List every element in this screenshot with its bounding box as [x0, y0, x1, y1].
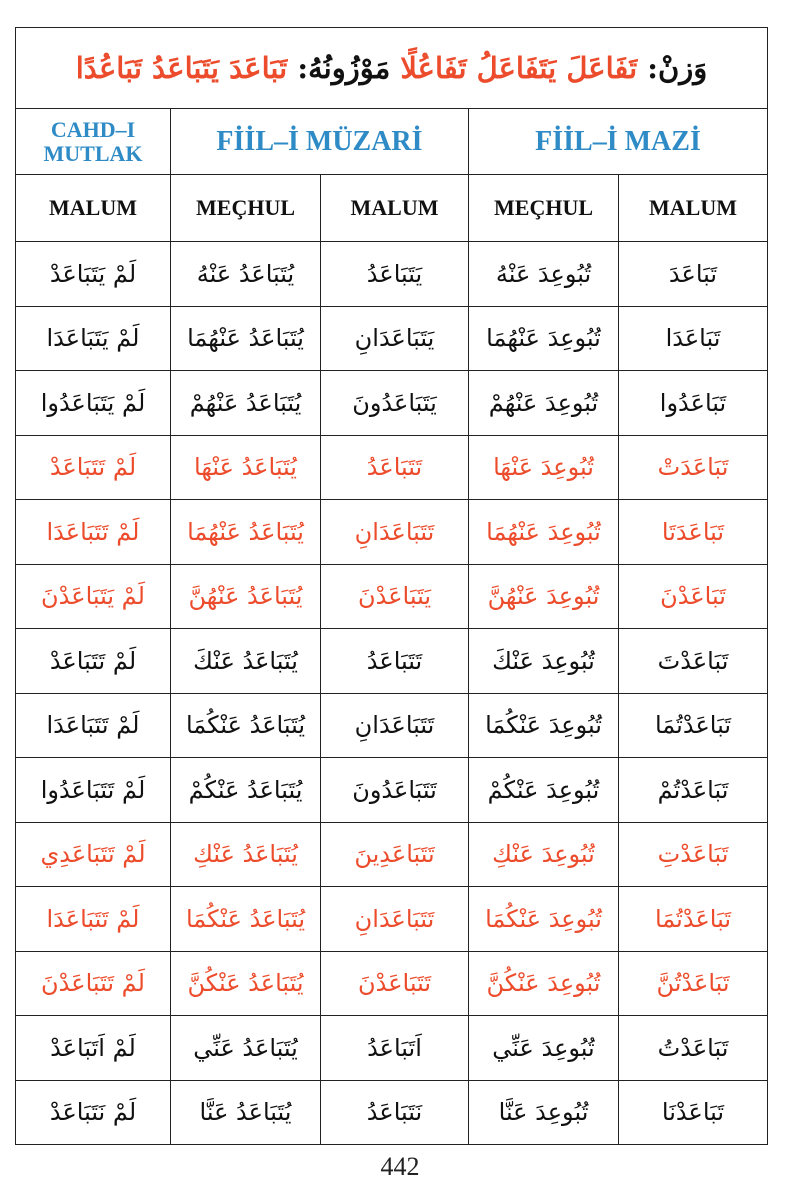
table-row	[16, 242, 768, 307]
table-cell-mazi-malum: تَبَاعَدْتُمْ	[619, 758, 768, 823]
table-cell-muz-mechul: يُتَبَاعَدُ عَنْكُمْ	[171, 758, 321, 823]
muzari-mechul-header: MEÇHUL	[171, 175, 321, 242]
table-cell-cahd: لَمْ نَتَبَاعَدْ	[16, 1080, 171, 1145]
table-cell-muz-malum: اَتَبَاعَدُ	[321, 1016, 469, 1081]
table-cell-mazi-malum: تَبَاعَدْتُمَا	[619, 693, 768, 758]
table-row	[16, 629, 768, 694]
title-cell	[16, 28, 768, 109]
table-cell-muz-malum: يَتَبَاعَدُونَ	[321, 371, 469, 436]
table-cell-muz-malum: يَتَبَاعَدْنَ	[321, 564, 469, 629]
table-cell-mazi-mechul: تُبُوعِدَ عَنْهَا	[469, 435, 619, 500]
table-cell-muz-malum: نَتَبَاعَدُ	[321, 1080, 469, 1145]
table-cell-muz-malum: تَتَبَاعَدَانِ	[321, 887, 469, 952]
table-cell-mazi-malum: تَبَاعَدْتُنَّ	[619, 951, 768, 1016]
table-cell-muz-mechul: يُتَبَاعَدُ عَنْكُنَّ	[171, 951, 321, 1016]
table-cell-muz-mechul: يُتَبَاعَدُ عَنْهُمْ	[171, 371, 321, 436]
table-cell-muz-mechul: يُتَبَاعَدُ عَنِّي	[171, 1016, 321, 1081]
table-cell-muz-mechul: يُتَبَاعَدُ عَنَّا	[171, 1080, 321, 1145]
table-cell-cahd: لَمْ تَتَبَاعَدْنَ	[16, 951, 171, 1016]
table-cell-muz-mechul: يُتَبَاعَدُ عَنْكُمَا	[171, 693, 321, 758]
table-cell-mazi-mechul: تُبُوعِدَ عَنْكُمَا	[469, 887, 619, 952]
page-number: 442	[380, 1152, 420, 1181]
group-header-row	[16, 109, 768, 175]
table-cell-cahd: لَمْ يَتَبَاعَدْ	[16, 242, 171, 307]
table-cell-muz-mechul: يُتَبَاعَدُ عَنْهُنَّ	[171, 564, 321, 629]
group-muzari-header: FİİL–İ MÜZARİ	[171, 109, 469, 175]
table-row	[16, 1016, 768, 1081]
table-cell-cahd: لَمْ تَتَبَاعَدَا	[16, 887, 171, 952]
title-row	[16, 28, 768, 109]
table-cell-muz-mechul: يُتَبَاعَدُ عَنْهَا	[171, 435, 321, 500]
table-cell-muz-mechul: يُتَبَاعَدُ عَنْهُمَا	[171, 500, 321, 565]
mazi-malum-header: MALUM	[619, 175, 768, 242]
table-cell-cahd: لَمْ تَتَبَاعَدْ	[16, 435, 171, 500]
table-cell-mazi-malum: تَبَاعَدْتَ	[619, 629, 768, 694]
table-row	[16, 758, 768, 823]
table-cell-cahd: لَمْ يَتَبَاعَدُوا	[16, 371, 171, 436]
title-mawzun-label: مَوْزُونُهُ:	[297, 51, 391, 85]
table-cell-muz-malum: تَتَبَاعَدَانِ	[321, 500, 469, 565]
table-cell-mazi-malum: تَبَاعَدْتِ	[619, 822, 768, 887]
table-cell-muz-malum: تَتَبَاعَدُ	[321, 629, 469, 694]
table-cell-muz-mechul: يُتَبَاعَدُ عَنْكُمَا	[171, 887, 321, 952]
table-cell-cahd: لَمْ تَتَبَاعَدَا	[16, 693, 171, 758]
conjugation-table	[15, 27, 768, 1145]
table-row	[16, 822, 768, 887]
conjugation-rows	[16, 242, 768, 1145]
table-cell-mazi-malum: تَبَاعَدْنَ	[619, 564, 768, 629]
table-row	[16, 693, 768, 758]
table-cell-mazi-malum: تَبَاعَدَتَا	[619, 500, 768, 565]
table-cell-cahd: لَمْ يَتَبَاعَدْنَ	[16, 564, 171, 629]
table-cell-muz-malum: يَتَبَاعَدَانِ	[321, 306, 469, 371]
table-cell-muz-malum: يَتَبَاعَدُ	[321, 242, 469, 307]
table-cell-muz-mechul: يُتَبَاعَدُ عَنْكِ	[171, 822, 321, 887]
table-cell-mazi-malum: تَبَاعَدَتْ	[619, 435, 768, 500]
table-cell-muz-mechul: يُتَبَاعَدُ عَنْهُمَا	[171, 306, 321, 371]
table-cell-muz-malum: تَتَبَاعَدَانِ	[321, 693, 469, 758]
table-cell-mazi-mechul: تُبُوعِدَ عَنْكِ	[469, 822, 619, 887]
table-cell-mazi-malum: تَبَاعَدْنَا	[619, 1080, 768, 1145]
title-wazn-pattern: تَفَاعَلَ يَتَفَاعَلُ تَفَاعُلًا	[400, 51, 638, 85]
table-row	[16, 500, 768, 565]
table-cell-mazi-malum: تَبَاعَدَ	[619, 242, 768, 307]
table-cell-cahd: لَمْ تَتَبَاعَدْ	[16, 629, 171, 694]
muzari-malum-header: MALUM	[321, 175, 469, 242]
table-cell-muz-malum: تَتَبَاعَدْنَ	[321, 951, 469, 1016]
table-cell-mazi-malum: تَبَاعَدْتُمَا	[619, 887, 768, 952]
table-cell-mazi-malum: تَبَاعَدْتُ	[619, 1016, 768, 1081]
table-cell-mazi-mechul: تُبُوعِدَ عَنْكُمْ	[469, 758, 619, 823]
table-cell-cahd: لَمْ اَتَبَاعَدْ	[16, 1016, 171, 1081]
table-cell-cahd: لَمْ تَتَبَاعَدُوا	[16, 758, 171, 823]
table-cell-muz-mechul: يُتَبَاعَدُ عَنْكَ	[171, 629, 321, 694]
table-row	[16, 1080, 768, 1145]
table-cell-mazi-mechul: تُبُوعِدَ عَنْكُمَا	[469, 693, 619, 758]
table-cell-cahd: لَمْ تَتَبَاعَدَا	[16, 500, 171, 565]
table-cell-muz-malum: تَتَبَاعَدِينَ	[321, 822, 469, 887]
subheader-row	[16, 175, 768, 242]
title-wazn-label: وَزنْ:	[647, 51, 708, 85]
table-row	[16, 951, 768, 1016]
table-cell-mazi-mechul: تُبُوعِدَ عَنْكَ	[469, 629, 619, 694]
table-cell-muz-malum: تَتَبَاعَدُ	[321, 435, 469, 500]
table-cell-cahd: لَمْ يَتَبَاعَدَا	[16, 306, 171, 371]
table-cell-muz-malum: تَتَبَاعَدُونَ	[321, 758, 469, 823]
group-cahd-header: CAHD–I MUTLAK	[16, 109, 171, 175]
mazi-mechul-header: MEÇHUL	[469, 175, 619, 242]
table-row	[16, 887, 768, 952]
title-mawzun-pattern: تَبَاعَدَ يَتَبَاعَدُ تَبَاعُدًا	[75, 51, 288, 85]
table-cell-muz-mechul: يُتَبَاعَدُ عَنْهُ	[171, 242, 321, 307]
table-cell-mazi-mechul: تُبُوعِدَ عَنِّي	[469, 1016, 619, 1081]
table-cell-mazi-mechul: تُبُوعِدَ عَنَّا	[469, 1080, 619, 1145]
table-cell-mazi-mechul: تُبُوعِدَ عَنْهُمْ	[469, 371, 619, 436]
table-cell-mazi-mechul: تُبُوعِدَ عَنْكُنَّ	[469, 951, 619, 1016]
table-cell-mazi-malum: تَبَاعَدُوا	[619, 371, 768, 436]
group-mazi-header: FİİL–İ MAZİ	[469, 109, 768, 175]
table-cell-cahd: لَمْ تَتَبَاعَدِي	[16, 822, 171, 887]
table-row	[16, 435, 768, 500]
conjugation-sheet	[15, 27, 767, 1145]
table-cell-mazi-mechul: تُبُوعِدَ عَنْهُنَّ	[469, 564, 619, 629]
table-cell-mazi-mechul: تُبُوعِدَ عَنْهُمَا	[469, 500, 619, 565]
table-cell-mazi-mechul: تُبُوعِدَ عَنْهُمَا	[469, 306, 619, 371]
cahd-malum-header: MALUM	[16, 175, 171, 242]
table-row	[16, 306, 768, 371]
table-row	[16, 371, 768, 436]
table-cell-mazi-malum: تَبَاعَدَا	[619, 306, 768, 371]
table-row	[16, 564, 768, 629]
table-cell-mazi-mechul: تُبُوعِدَ عَنْهُ	[469, 242, 619, 307]
